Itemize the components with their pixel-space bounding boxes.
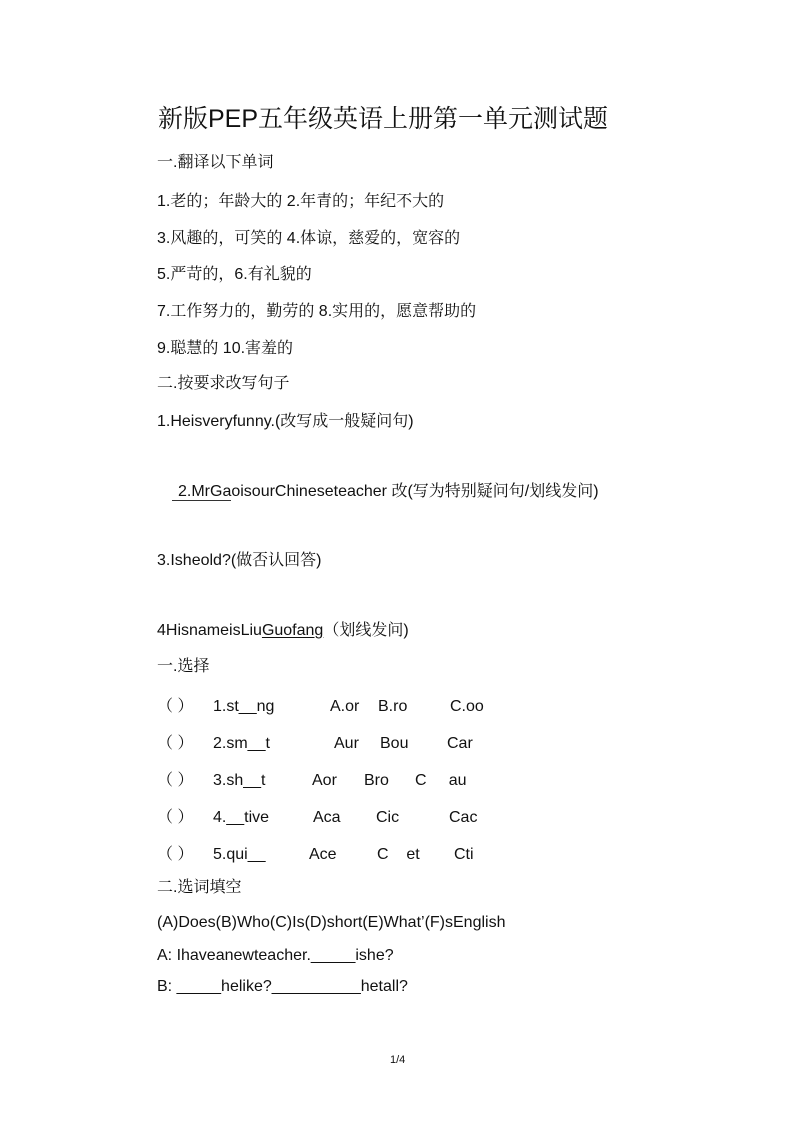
section-heading-rewrite: 二.按要求改写句子 — [157, 375, 290, 392]
page-number: 1/4 — [390, 1054, 406, 1066]
choice-option-b: B.ro — [378, 698, 408, 715]
underline-mark — [172, 500, 231, 501]
dialogue-line-a: A: Ihaveanewteacher._____ishe? — [157, 947, 394, 964]
choice-option-a: Aor — [312, 772, 337, 789]
translate-line-2: 3.风趣的，可笑的 4.体谅，慈爱的，宽容的 — [157, 230, 461, 247]
choice-question: 4.__tive — [213, 809, 270, 826]
section-heading-choice: 一.选择 — [157, 658, 210, 675]
choice-option-a: Aca — [313, 809, 341, 826]
translate-line-3: 5.严苛的，6.有礼貌的 — [157, 266, 312, 283]
answer-parentheses: （ ） — [157, 772, 194, 789]
choice-option-c: Cti — [454, 846, 474, 863]
choice-option-a: A.or — [330, 698, 360, 715]
choice-option-c: Car — [447, 735, 473, 752]
choice-question: 1.st__ng — [213, 698, 275, 715]
q4-text-before: 4HisnameisLiu — [157, 622, 262, 639]
choice-option-c: C.oo — [450, 698, 484, 715]
choice-option-c: Cac — [449, 809, 478, 826]
translate-line-1: 1.老的；年龄大的 2.年青的；年纪不大的 — [157, 193, 445, 210]
choice-option-a: Ace — [309, 846, 337, 863]
dialogue-line-b: B: _____helike?__________hetall? — [157, 978, 408, 995]
choice-option-b: Cic — [376, 809, 400, 826]
answer-parentheses: （ ） — [157, 735, 194, 752]
choice-option-b: Bro — [364, 772, 389, 789]
page-title: 新版PEP五年级英语上册第一单元测试题 — [158, 105, 609, 133]
answer-parentheses: （ ） — [157, 809, 194, 826]
choice-question: 3.sh__t — [213, 772, 266, 789]
rewrite-question-1: 1.Heisveryfunny.(改写成一般疑问句) — [157, 413, 414, 430]
rewrite-question-2: 2.MrGaoisourChineseteacher 改(写为特别疑问句/划线发问) — [178, 483, 599, 500]
choice-option-b: Bou — [380, 735, 409, 752]
choice-option-a: Aur — [334, 735, 359, 752]
section-heading-translate: 一.翻译以下单词 — [157, 154, 274, 171]
rewrite-question-4 — [157, 621, 409, 641]
answer-parentheses: （ ） — [157, 846, 194, 863]
rewrite-question-3: 3.Isheold?(做否认回答) — [157, 552, 322, 569]
answer-parentheses: （ ） — [157, 698, 194, 715]
choice-option-c: C au — [415, 772, 467, 789]
q4-underlined-name: Guofang — [261, 622, 324, 639]
q4-text-after: （划线发问) — [323, 622, 409, 639]
translate-line-5: 9.聪慧的 10.害羞的 — [157, 340, 294, 357]
choice-question: 5.qui__ — [213, 846, 266, 863]
choice-option-b: C et — [377, 846, 420, 863]
section-heading-fill-blank: 二.选词填空 — [157, 879, 242, 896]
word-options: (A)Does(B)Who(C)Is(D)short(E)What’(F)sEnglish — [157, 914, 506, 931]
choice-question: 2.sm__t — [213, 735, 270, 752]
translate-line-4: 7.工作努力的，勤劳的 8.实用的，愿意帮助的 — [157, 303, 477, 320]
